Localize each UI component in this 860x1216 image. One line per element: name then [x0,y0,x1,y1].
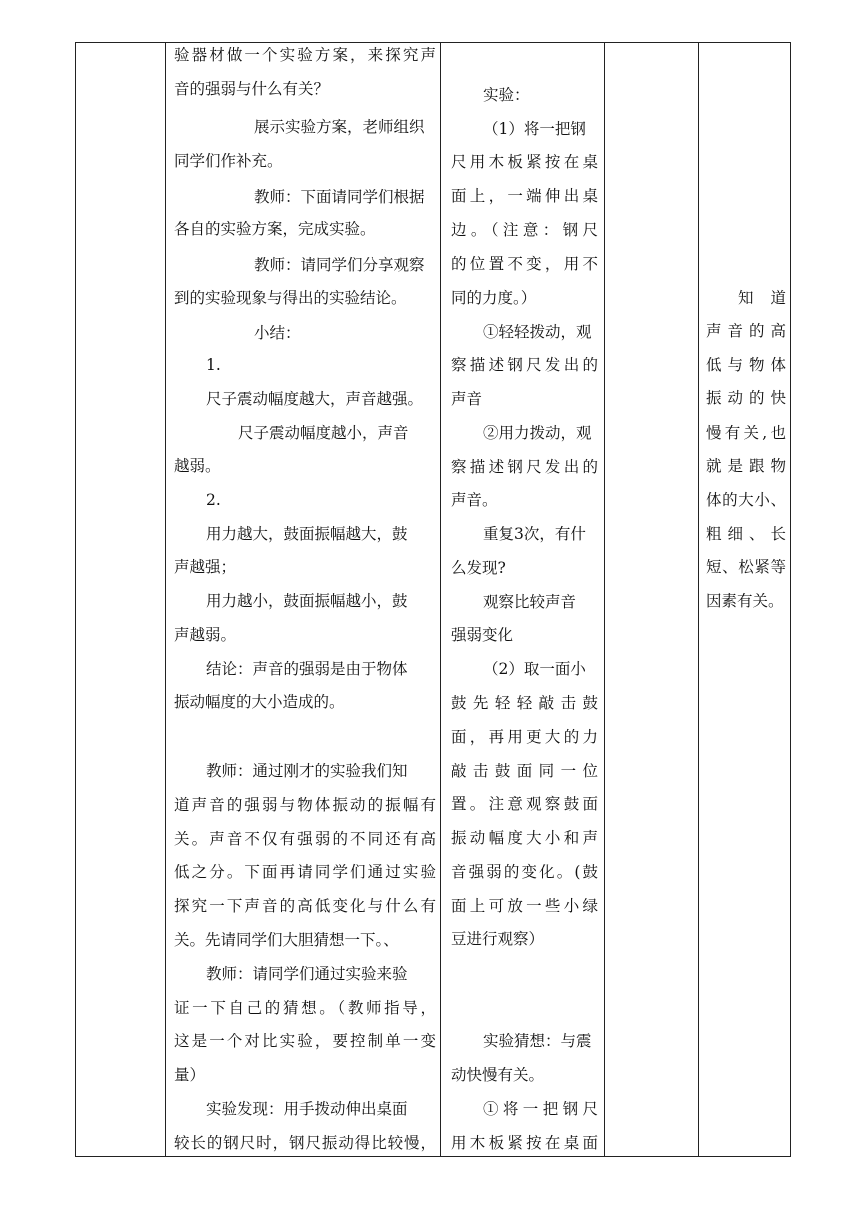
text-line: 音的强弱与什么有关？ [174,80,330,98]
text-line: 教师：请同学们分享观察 [254,256,425,274]
text-line: 敲击鼓面同一位 [451,762,598,780]
text-line: 同的力度。） [451,289,537,307]
text-line: 实验发现：用手拨动伸出桌面 [206,1100,408,1118]
text-line: 么发现? [451,559,506,577]
text-line: ②用力拨动，观 [483,424,592,442]
text-line: 面，再用更大的力 [451,728,598,746]
text-line: 关。先请同学们大胆猜想一下。、 [174,931,399,949]
text-line: 教师：通过刚才的实验我们知 [206,762,408,780]
text-line: 边。（注意：钢尺 [451,221,598,239]
text-line: 动快慢有关。 [451,1066,545,1084]
text-line: 声音的高 [706,322,786,340]
column-divider-2 [440,43,441,1156]
text-line: 鼓先轻轻敲击鼓 [451,694,598,712]
text-line: 振动的快 [706,389,786,407]
text-line: 同学们作补充。 [174,152,283,170]
text-line: 道声音的强弱与物体振动的振幅有 [174,796,436,814]
text-line: 较长的钢尺时，钢尺振动得比较慢， [174,1134,436,1152]
column-divider-3 [604,43,605,1156]
text-line: 的位置不变，用不 [451,255,598,273]
text-line: 就是跟物 [706,457,786,475]
text-line: 结论：声音的强弱是由于物体 [206,660,408,678]
teacher-activity-column [174,43,436,1156]
text-line: ①将一把钢尺 [483,1100,598,1118]
text-line: 察描述钢尺发出的 [451,458,598,476]
text-line: 面上，一端伸出桌 [451,187,598,205]
text-line: 2. [206,491,221,509]
text-line: 振动幅度的大小造成的。 [174,693,345,711]
text-line: 验器材做一个实验方案，来探究声 [174,46,436,64]
text-line: 面上可放一些小绿 [451,897,598,915]
text-line: 短、松紧等 [706,558,786,576]
text-line: 展示实验方案，老师组织 [254,118,425,136]
text-line: 关。声音不仅有强弱的不同还有高 [174,830,436,848]
text-line: 粗细、长 [706,525,786,543]
text-line: 探究一下声音的高低变化与什么有 [174,897,436,915]
text-line: 低与物体 [706,356,786,374]
text-line: 音强弱的变化。(鼓 [451,863,598,881]
text-line: 用力越大，鼓面振幅越大，鼓 [206,525,408,543]
student-activity-column [451,43,598,1156]
text-line: 尺用木板紧按在桌 [451,153,598,171]
text-line: 尺子震动幅度越小，声音 [238,424,409,442]
text-line: 观察比较声音 [483,593,577,611]
text-line: 实验： [483,86,530,104]
text-line: 声越强； [174,558,237,576]
design-intent-column [706,43,786,1156]
text-line: ①轻轻拨动，观 [483,323,592,341]
column-divider-1 [165,43,166,1156]
text-line: 知 道 [738,289,786,307]
text-line: 慢有关,也 [706,424,786,442]
text-line: 教师：下面请同学们根据 [254,188,425,206]
text-line: 这是一个对比实验，要控制单一变 [174,1032,436,1050]
text-line: 体的大小、 [706,491,786,509]
text-line: 因素有关。 [706,592,784,610]
text-line: 各自的实验方案，完成实验。 [174,220,376,238]
lesson-plan-table [75,42,791,1157]
text-line: 置。注意观察鼓面 [451,795,598,813]
text-line: 声音 [451,390,483,408]
text-line: 实验猜想：与震 [483,1032,592,1050]
text-line: 1. [206,356,221,374]
text-line: 豆进行观察） [451,930,545,948]
text-line: 教师：请同学们通过实验来验 [206,965,408,983]
text-line: 尺子震动幅度越大，声音越强。 [206,390,424,408]
text-line: 用力越小，鼓面振幅越小，鼓 [206,592,408,610]
text-line: 重复3次，有什 [483,525,586,543]
text-line: 小结： [254,324,301,342]
text-line: 强弱变化 [451,626,514,644]
text-line: （1）将一把钢 [483,120,586,138]
text-line: 声越弱。 [174,626,237,644]
text-line: 振动幅度大小和声 [451,829,598,847]
text-line: 用木板紧按在桌面 [451,1134,598,1152]
text-line: 察描述钢尺发出的 [451,356,598,374]
text-line: 越弱。 [174,457,221,475]
text-line: 量） [174,1066,206,1084]
text-line: （2）取一面小 [483,660,586,678]
text-line: 声音。 [451,491,498,509]
text-line: 到的实验现象与得出的实验结论。 [174,289,407,307]
column-divider-4 [698,43,699,1156]
text-line: 低之分。下面再请同学们通过实验 [174,863,436,881]
text-line: 证一下自己的猜想。（教师指导， [174,999,436,1017]
